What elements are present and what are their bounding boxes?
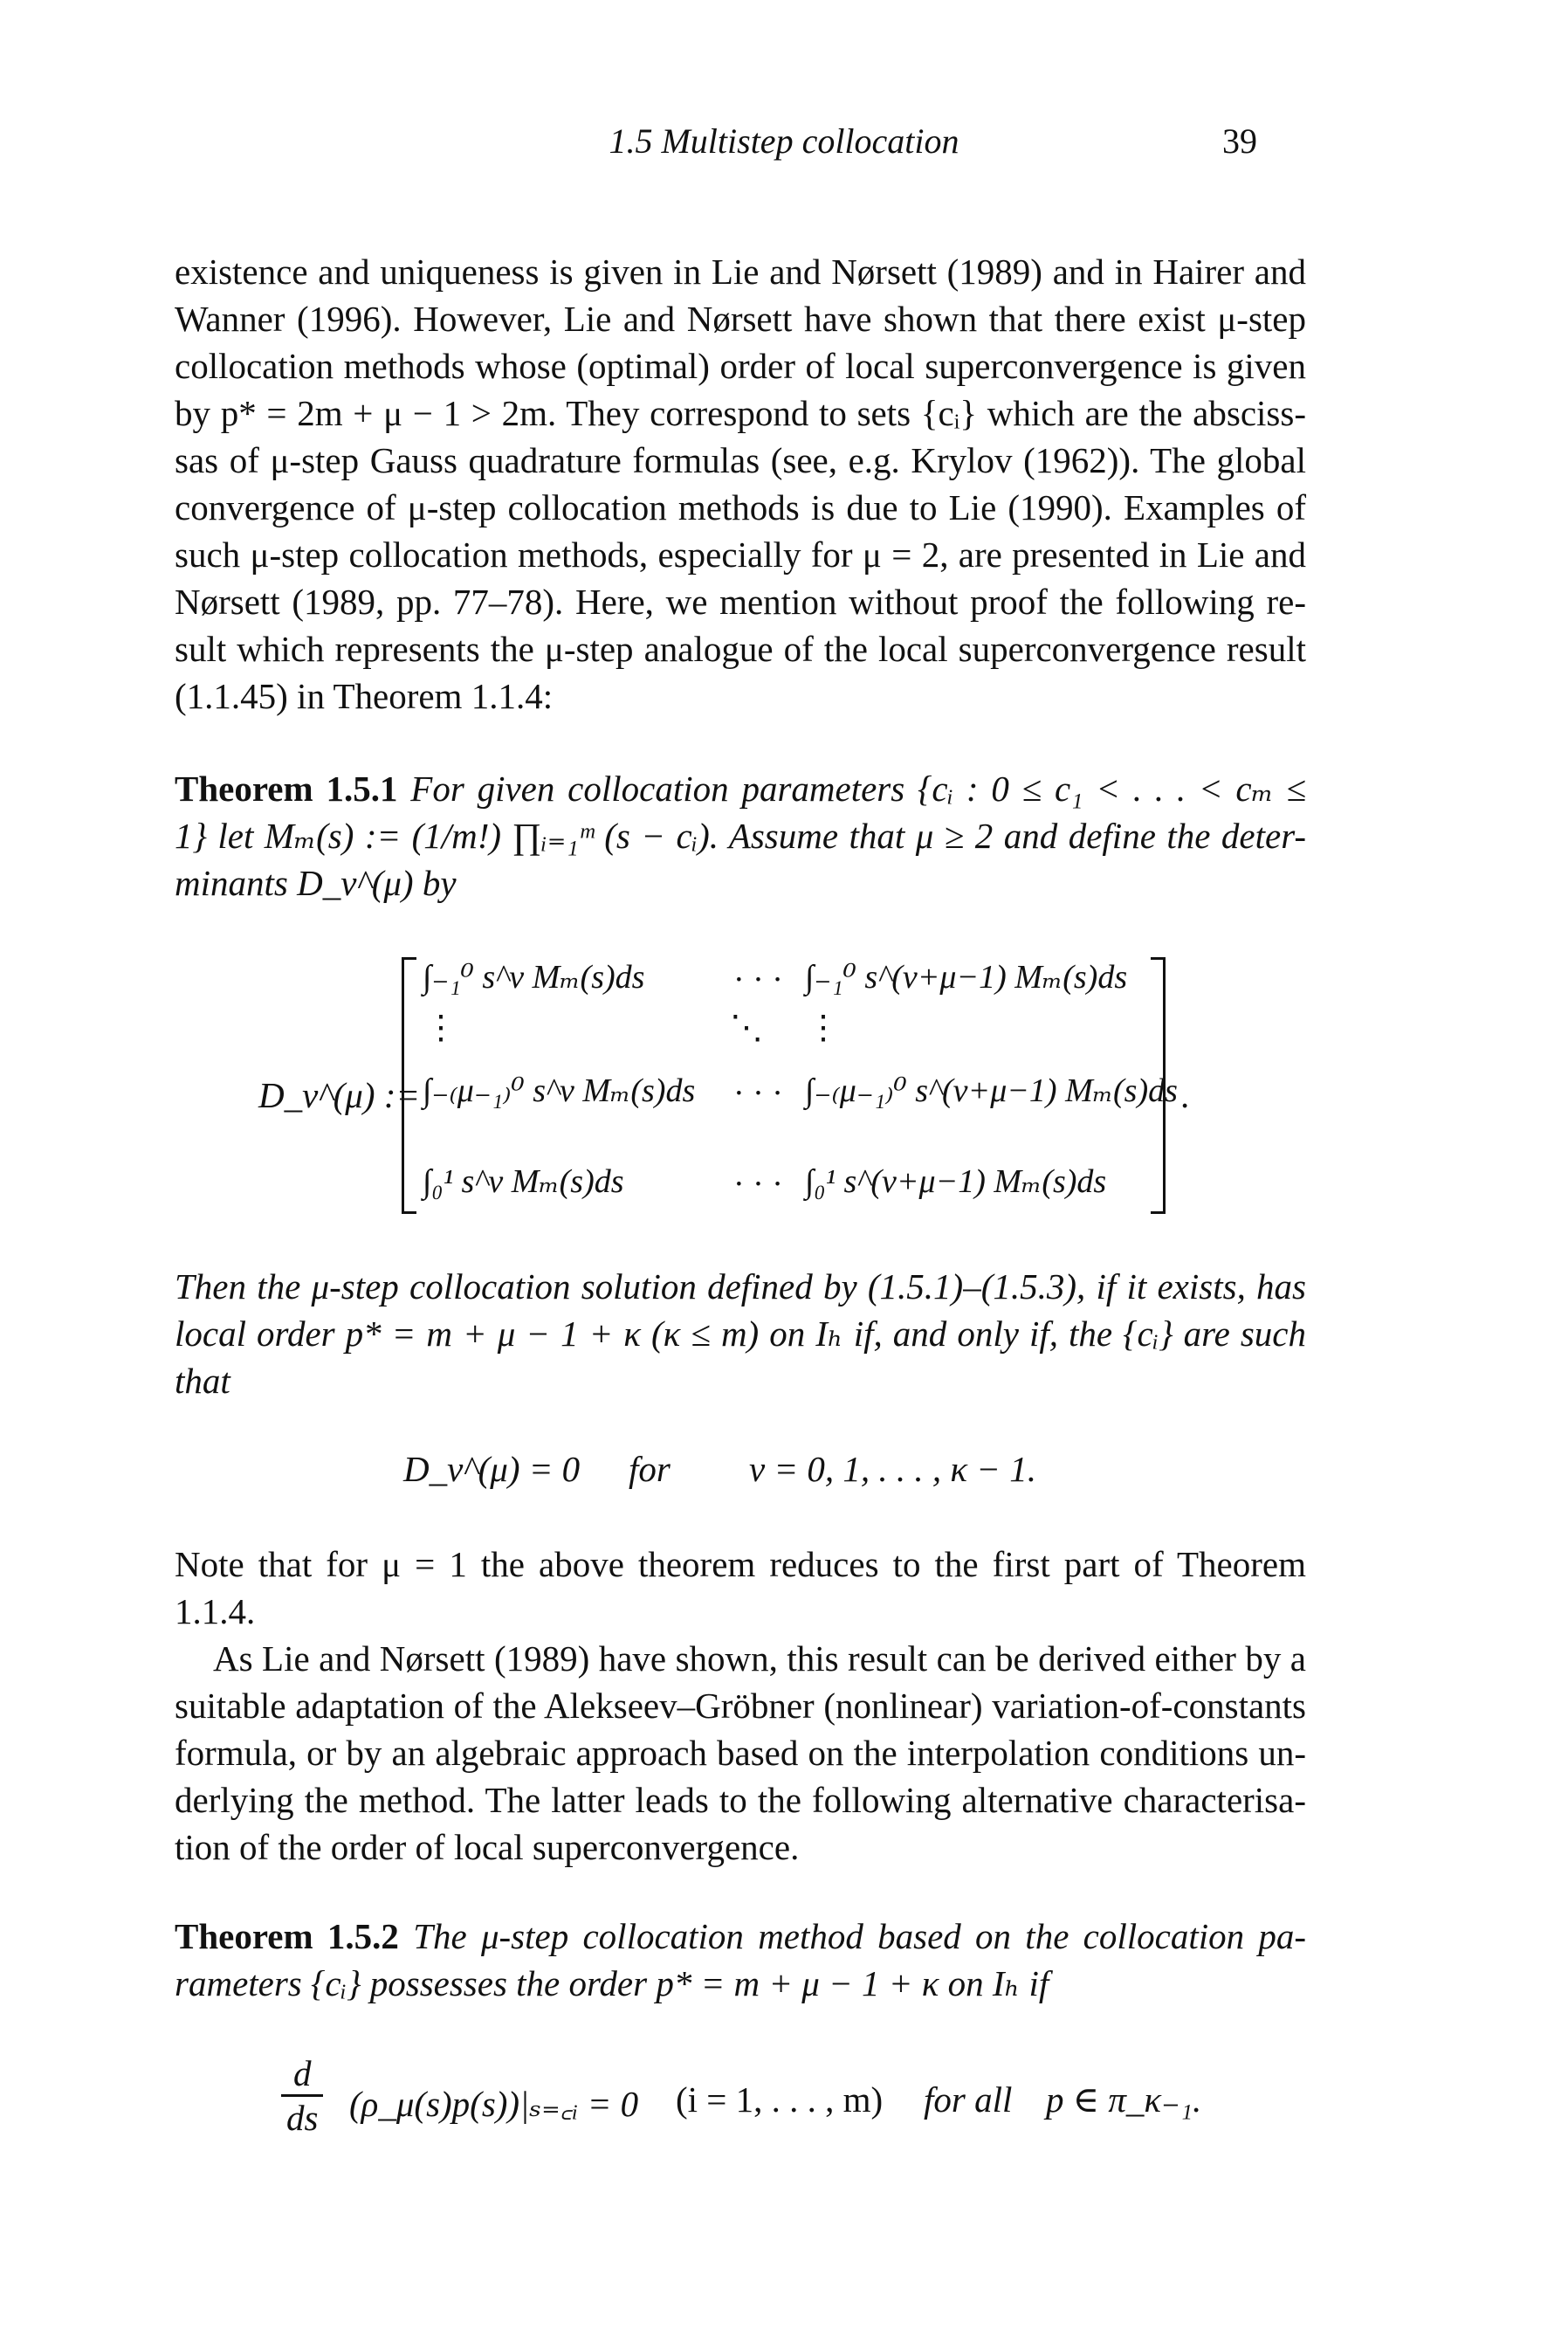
text-line: Wanner (1996). However, Lie and Nørsett have shown that there exist μ-step <box>175 299 1306 339</box>
theorem-line: local order p* = m + μ − 1 + κ (κ ≤ m) on Iₕ if, and only if, the {cᵢ} are such <box>175 1313 1306 1354</box>
matrix-cell: ∫₋₍μ₋₁₎⁰ s^(ν+μ−1) Mₘ(s)ds <box>805 1072 1178 1109</box>
text-line: Nørsett (1989, pp. 77–78). Here, we mention without proof the following re- <box>175 582 1306 622</box>
theorem-line: rameters {cᵢ} possesses the order p* = m + μ − 1 + κ on Iₕ if <box>175 1963 1049 2003</box>
theorem-label: Theorem 1.5.1 <box>175 769 398 809</box>
theorem-line: that <box>175 1361 230 1401</box>
theorem-line <box>175 765 1306 812</box>
fraction-denominator: ds <box>286 2098 319 2138</box>
matrix-cell: ∫₀¹ s^(ν+μ−1) Mₘ(s)ds <box>805 1163 1107 1200</box>
matrix-cell: ∫₋₁⁰ s^(ν+μ−1) Mₘ(s)ds <box>805 959 1128 996</box>
text-line: such μ-step collocation methods, especially for μ = 2, are presented in Lie and <box>175 534 1306 575</box>
text-line: suitable adaptation of the Alekseev–Gröbner (nonlinear) variation-of-constants <box>175 1686 1306 1726</box>
equation-range: (i = 1, . . . , m) <box>676 2079 884 2120</box>
text-line: 1.1.4. <box>175 1591 256 1631</box>
matrix-period: . <box>1180 1075 1190 1115</box>
theorem-text: For given collocation parameters {cᵢ : 0 ≤ c₁ < . . . < cₘ ≤ <box>410 769 1307 809</box>
condition-for: for <box>629 1449 671 1489</box>
theorem-1-5-2 <box>175 1913 1306 2007</box>
hdots: · · · <box>733 1075 783 1112</box>
paragraph-intro <box>175 248 1306 720</box>
theorem-1-5-1-conclusion <box>175 1263 1306 1404</box>
text-line: Note that for μ = 1 the above theorem reduces to the first part of Theorem <box>175 1544 1306 1584</box>
text-line: formula, or by an algebraic approach based on the interpolation conditions un- <box>175 1733 1306 1773</box>
hdots: · · · <box>733 962 783 998</box>
text-line: derlying the method. The latter leads to the following alternative characterisa- <box>175 1780 1306 1820</box>
running-header-title: 1.5 Multistep collocation <box>609 121 959 161</box>
text-line: convergence of μ-step collocation methods is due to Lie (1990). Examples of <box>175 487 1306 527</box>
ddots: ⋱ <box>730 1010 763 1046</box>
matrix-cell: ∫₋₍μ₋₁₎⁰ s^ν Mₘ(s)ds <box>423 1072 696 1109</box>
text-line: (1.1.45) in Theorem 1.1.4: <box>175 676 554 716</box>
text-line: collocation methods whose (optimal) order of local superconvergence is given <box>175 346 1306 386</box>
text-line: sas of μ-step Gauss quadrature formulas (see, e.g. Krylov (1962)). The global <box>175 440 1306 480</box>
equation-forall: for all <box>924 2079 1013 2120</box>
paragraph-derivation <box>175 1635 1306 1871</box>
condition-lhs: D_ν^(μ) = 0 <box>403 1449 581 1489</box>
text-line: As Lie and Nørsett (1989) have shown, this result can be derived either by a <box>213 1638 1306 1679</box>
theorem-line: 1} let Mₘ(s) := (1/m!) ∏ᵢ₌₁ᵐ (s − cᵢ). Assume that μ ≥ 2 and define the deter- <box>175 816 1306 856</box>
theorem-text: The μ-step collocation method based on the collocation pa- <box>413 1916 1307 1956</box>
left-bracket <box>402 957 416 1214</box>
vdots: ⋮ <box>807 1010 840 1046</box>
theorem-1-5-1 <box>175 765 1306 907</box>
theorem-label: Theorem 1.5.2 <box>175 1916 399 1956</box>
page-number: 39 <box>1222 121 1257 161</box>
theorem-line <box>175 1913 1306 1960</box>
equation-set: p ∈ π_κ₋₁. <box>1046 2079 1202 2120</box>
derivative-fraction <box>281 2052 323 2139</box>
text-line: sult which represents the μ-step analogue of the local superconvergence result <box>175 629 1306 669</box>
matrix-cell: ∫₀¹ s^ν Mₘ(s)ds <box>423 1163 624 1200</box>
condition-rhs: ν = 0, 1, . . . , κ − 1. <box>749 1449 1036 1489</box>
hdots: · · · <box>733 1166 783 1203</box>
text-line: tion of the order of local superconvergence. <box>175 1827 800 1867</box>
text-line: by p* = 2m + μ − 1 > 2m. They correspond to sets {cᵢ} which are the absciss- <box>175 393 1306 433</box>
text-line: existence and uniqueness is given in Lie and Nørsett (1989) and in Hairer and <box>175 252 1306 292</box>
theorem-line: Then the μ-step collocation solution defined by (1.5.1)–(1.5.3), if it exists, has <box>175 1266 1306 1306</box>
matrix-lhs: D_ν^(μ) := <box>258 1075 421 1115</box>
matrix-cell: ∫₋₁⁰ s^ν Mₘ(s)ds <box>423 959 645 996</box>
equation-body: (ρ_μ(s)p(s))|ₛ₌꜀ᵢ = 0 <box>349 2084 639 2124</box>
fraction <box>281 2052 323 2139</box>
paragraph-note <box>175 1541 1306 1635</box>
vdots: ⋮ <box>424 1010 457 1046</box>
theorem-line: minants D_ν^(μ) by <box>175 863 457 903</box>
fraction-numerator: d <box>281 2052 323 2097</box>
